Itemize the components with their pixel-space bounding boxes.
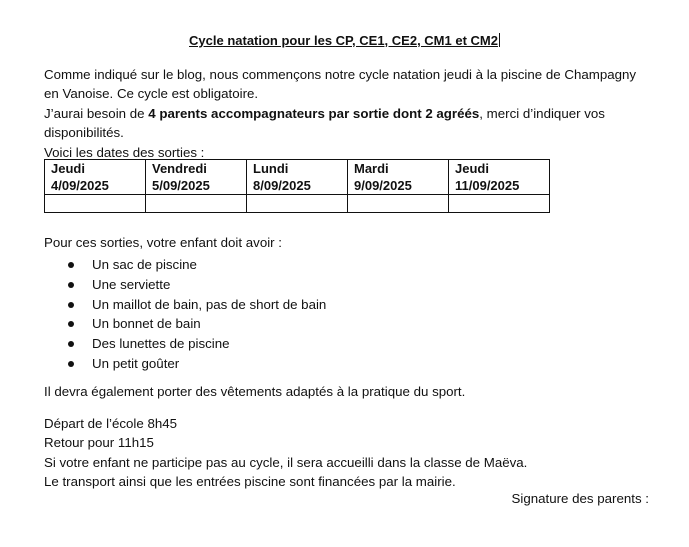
document-title: [0, 33, 689, 48]
departure-time: Départ de l’école 8h45: [44, 416, 178, 431]
list-item: [66, 334, 326, 354]
dates-table: [44, 159, 550, 213]
item-text: Des lunettes de piscine: [92, 336, 230, 352]
schedule-paragraph: [44, 414, 654, 492]
parents-needed-emphasis: 4 parents accompagnateurs par sortie dont 2 agréés: [148, 105, 480, 121]
text-cursor: [499, 33, 500, 47]
dates-header-row: [45, 160, 550, 195]
list-item: [66, 354, 326, 374]
date-value: 9/09/2025: [354, 178, 412, 193]
intro-line-3-pre: J’aurai besoin de: [44, 105, 149, 121]
equipment-list: [66, 255, 326, 374]
availability-cell[interactable]: [146, 195, 247, 213]
list-item: [66, 295, 326, 315]
bullet-icon: [68, 341, 74, 347]
item-text: Un petit goûter: [92, 355, 180, 371]
date-day: Lundi: [253, 161, 289, 176]
intro-line-4: disponibilités.: [44, 125, 124, 141]
item-text: Un maillot de bain, pas de short de bain: [92, 296, 327, 312]
date-value: 8/09/2025: [253, 178, 311, 193]
dates-intro: Voici les dates des sorties :: [44, 144, 205, 160]
date-value: 11/09/2025: [455, 178, 520, 193]
bullet-icon: [68, 302, 74, 308]
item-text: Un bonnet de bain: [92, 316, 201, 332]
date-cell: [348, 160, 449, 195]
signature-label: Signature des parents :: [511, 491, 649, 506]
availability-cell[interactable]: [449, 195, 550, 213]
date-cell: [45, 160, 146, 195]
date-day: Mardi: [354, 161, 389, 176]
bullet-icon: [68, 262, 74, 268]
bullet-icon: [68, 321, 74, 327]
funding-note: Le transport ainsi que les entrées piscine sont financées par la mairie.: [44, 474, 456, 490]
availability-cell[interactable]: [348, 195, 449, 213]
date-cell: [449, 160, 550, 195]
equipment-intro: Pour ces sorties, votre enfant doit avoir :: [44, 235, 282, 250]
date-day: Jeudi: [51, 161, 85, 176]
date-day: Jeudi: [455, 161, 489, 176]
bullet-icon: [68, 282, 74, 288]
non-participant-note: Si votre enfant ne participe pas au cycle, il sera accueilli dans la classe de Maëva.: [44, 454, 528, 470]
list-item: [66, 314, 326, 334]
title-text: Cycle natation pour les CP, CE1, CE2, CM1 et CM2: [189, 33, 498, 48]
bullet-icon: [68, 361, 74, 367]
date-cell: [146, 160, 247, 195]
return-time: Retour pour 11h15: [44, 435, 154, 451]
availability-cell[interactable]: [247, 195, 348, 213]
item-text: Une serviette: [92, 276, 171, 292]
item-text: Un sac de piscine: [92, 257, 197, 272]
list-item: [66, 255, 326, 275]
clothing-note: Il devra également porter des vêtements adaptés à la pratique du sport.: [44, 384, 466, 399]
intro-line-1: Comme indiqué sur le blog, nous commençons notre cycle natation jeudi à la piscine de Champagny: [44, 67, 637, 82]
date-value: 5/09/2025: [152, 178, 210, 193]
intro-paragraph: [44, 65, 654, 162]
intro-line-3: [44, 104, 654, 123]
availability-cell[interactable]: [45, 195, 146, 213]
list-item: [66, 275, 326, 295]
intro-line-2: en Vanoise. Ce cycle est obligatoire.: [44, 86, 259, 102]
date-cell: [247, 160, 348, 195]
intro-line-3-post: , merci d’indiquer vos: [479, 105, 605, 121]
availability-row: [45, 195, 550, 213]
date-day: Vendredi: [152, 161, 207, 176]
date-value: 4/09/2025: [51, 178, 109, 193]
